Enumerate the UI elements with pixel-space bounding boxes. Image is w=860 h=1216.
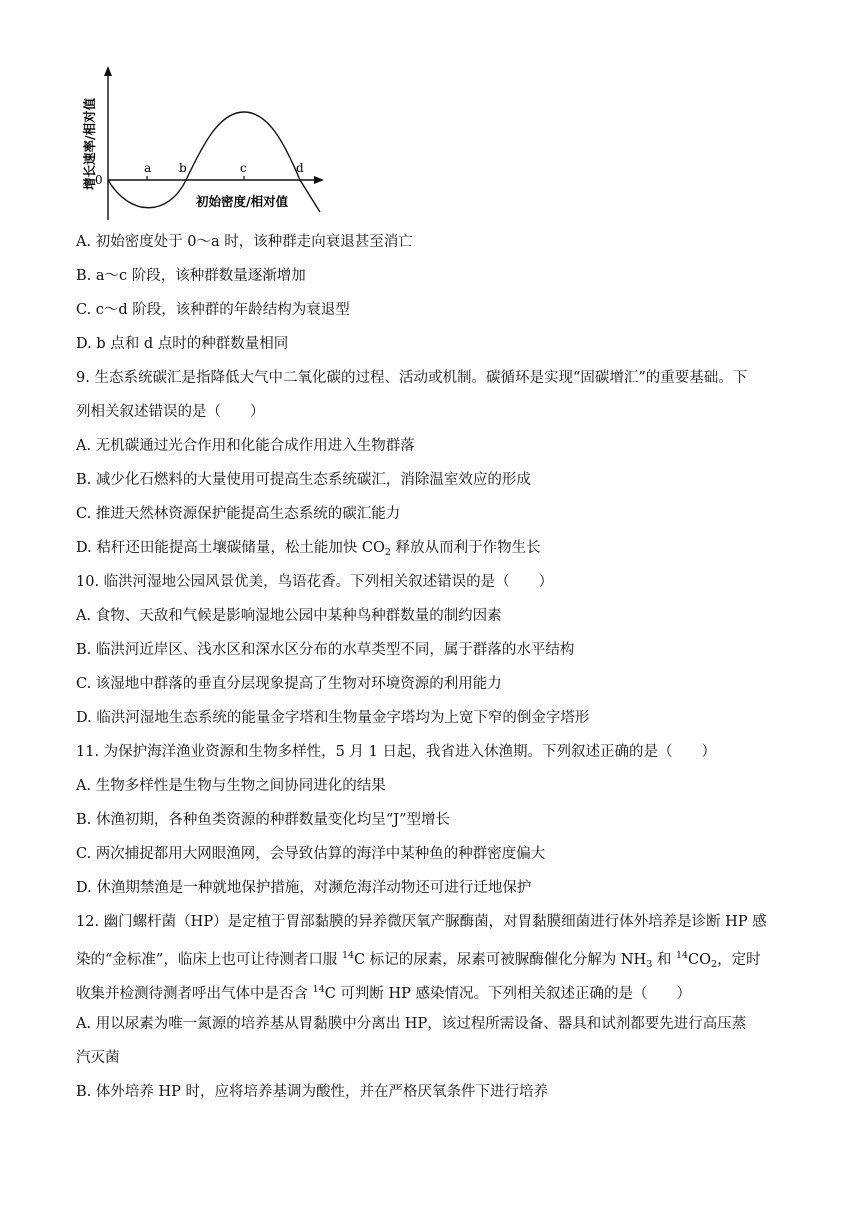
q11-option-a: A. 生物多样性是生物与生物之间协同进化的结果 xyxy=(76,778,386,794)
q9-option-b: B. 减少化石燃料的大量使用可提高生态系统碳汇，消除温室效应的形成 xyxy=(76,472,531,488)
q12-l2-text4: CO xyxy=(688,952,712,968)
q8-option-b: B. a～c 阶段，该种群数量逐渐增加 xyxy=(76,268,306,284)
q12-l3-text2: C 可判断 HP 感染情况。下列相关叙述正确的是（ ） xyxy=(324,986,692,1002)
point-label-b: b xyxy=(179,161,187,175)
q12-l2-text1: 染的“金标准”，临床上也可让待测者口服 xyxy=(76,952,342,968)
q9-stem-line2: 列相关叙述错误的是（ ） xyxy=(76,404,265,420)
q12-l3-sup: 14 xyxy=(312,984,325,995)
q10-stem: 10. 临洪河湿地公园风景优美，鸟语花香。下列相关叙述错误的是（ ） xyxy=(76,574,554,590)
point-label-d: d xyxy=(296,161,304,175)
q12-l2-sub1: 3 xyxy=(646,959,653,970)
y-axis-label: 增长速率/相对值 xyxy=(82,97,97,190)
q12-l2-sup1: 14 xyxy=(341,950,355,961)
point-label-c: c xyxy=(240,161,247,175)
q12-l2-text3: 和 xyxy=(652,952,676,968)
q8-option-d: D. b 点和 d 点时的种群数量相同 xyxy=(76,336,289,352)
q9-d-subscript: 2 xyxy=(384,547,391,558)
q11-option-c: C. 两次捕捉都用大网眼渔网，会导致估算的海洋中某种鱼的种群密度偏大 xyxy=(76,846,546,862)
point-label-a: a xyxy=(144,161,152,175)
q12-stem-line1: 12. 幽门螺杆菌（HP）是定植于胃部黏膜的异养微厌氧产脲酶菌，对胃黏膜细菌进行体外培养是诊断 HP 感 xyxy=(76,914,767,930)
q9-option-d xyxy=(76,538,541,563)
q8-option-c: C. c～d 阶段，该种群的年龄结构为衰退型 xyxy=(76,302,350,318)
q9-d-part2: 释放从而利于作物生长 xyxy=(390,540,541,556)
q11-option-d: D. 休渔期禁渔是一种就地保护措施，对濒危海洋动物还可进行迁地保护 xyxy=(76,880,532,896)
q12-l2-text2: C 标记的尿素，尿素可被脲酶催化分解为 NH xyxy=(354,952,647,968)
origin-label: 0 xyxy=(95,173,103,187)
q12-l2-text5: ，定时 xyxy=(717,952,761,968)
q9-option-a: A. 无机碳通过光合作用和化能合成作用进入生物群落 xyxy=(76,438,415,454)
q12-option-a-line2: 汽灭菌 xyxy=(76,1050,120,1066)
q12-option-b: B. 体外培养 HP 时，应将培养基调为酸性，并在严格厌氧条件下进行培养 xyxy=(76,1084,548,1100)
q12-l2-sup2: 14 xyxy=(675,950,689,961)
q9-option-c: C. 推进天然林资源保护能提高生态系统的碳汇能力 xyxy=(76,506,401,522)
q12-l2-sub2: 2 xyxy=(711,959,718,970)
q11-stem: 11. 为保护海洋渔业资源和生物多样性，5 月 1 日起，我省进入休渔期。下列叙述正确的是（ ） xyxy=(76,744,716,760)
q9-stem-line1: 9. 生态系统碳汇是指降低大气中二氧化碳的过程、活动或机制。碳循环是实现“固碳增汇”的重要基础。下 xyxy=(76,370,748,386)
x-axis-arrow xyxy=(314,176,324,184)
q12-stem-line2 xyxy=(76,946,761,975)
q9-d-part1: D. 秸秆还田能提高土壤碳储量，松土能加快 CO xyxy=(76,540,385,556)
y-axis-arrow xyxy=(104,66,112,76)
q10-option-b: B. 临洪河近岸区、浅水区和深水区分布的水草类型不同，属于群落的水平结构 xyxy=(76,642,575,658)
q12-l3-text1: 收集并检测待测者呼出气体中是否含 xyxy=(76,986,313,1002)
growth-rate-graph xyxy=(70,62,340,227)
q11-option-b: B. 休渔初期，各种鱼类资源的种群数量变化均呈“J”型增长 xyxy=(76,812,451,828)
q10-option-a: A. 食物、天敌和气候是影响湿地公园中某种鸟种群数量的制约因素 xyxy=(76,608,502,624)
q10-option-d: D. 临洪河湿地生态系统的能量金字塔和生物量金字塔均为上宽下窄的倒金字塔形 xyxy=(76,710,590,726)
q10-option-c: C. 该湿地中群落的垂直分层现象提高了生物对环境资源的利用能力 xyxy=(76,676,502,692)
x-axis-label: 初始密度/相对值 xyxy=(196,194,289,209)
q12-stem-line3 xyxy=(76,980,691,1004)
q12-option-a-line1: A. 用以尿素为唯一氮源的培养基从胃黏膜中分离出 HP，该过程所需设备、器具和试剂都要先进行高压蒸 xyxy=(76,1016,747,1032)
q8-option-a: A. 初始密度处于 0～a 时，该种群走向衰退甚至消亡 xyxy=(76,234,413,250)
